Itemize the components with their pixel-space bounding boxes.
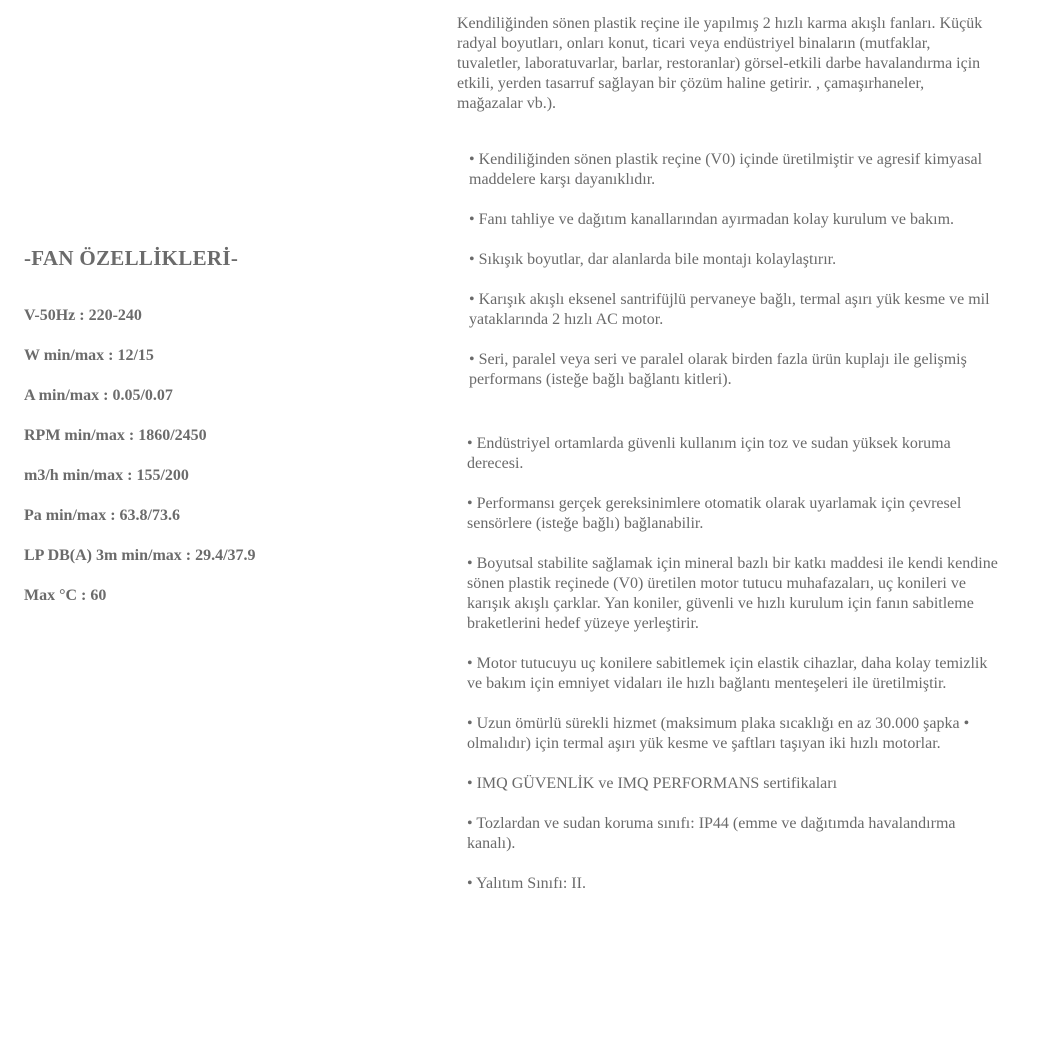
specs-panel [24, 244, 424, 626]
spec-max-temperature: Max °C : 60 [24, 587, 107, 604]
intro-paragraph: Kendiliğinden sönen plastik reçine ile yapılmış 2 hızlı karma akışlı fanları. Küçük radyal boyutları, onları konut, ticari veya endüstriyel binaların (mutfaklar, tuvaletler, laboratuvarlar, barlar, restoranlar) görsel-etkili darbe havalandırma için etkili, yerden tasarruf sağlayan bir çözüm haline getirir. , çamaşırhaneler, mağazalar vb.). [457, 15, 983, 112]
spec-sound-level: LP DB(A) 3m min/max : 29.4/37.9 [24, 547, 256, 564]
feature-list-primary [457, 150, 1002, 390]
feature-item: • Tozlardan ve sudan koruma sınıfı: IP44 (emme ve dağıtımda havalandırma kanalı). [467, 815, 956, 852]
feature-item: • Fanı tahliye ve dağıtım kanallarından ayırmadan kolay kurulum ve bakım. [469, 211, 955, 228]
spec-voltage: V-50Hz : 220-240 [24, 307, 142, 324]
feature-item: • Seri, paralel veya seri ve paralel olarak birden fazla ürün kuplajı ile gelişmiş performans (isteğe bağlı bağlantı kitleri). [469, 351, 967, 388]
feature-item: • Yalıtım Sınıfı: II. [467, 875, 586, 892]
feature-item: • Motor tutucuyu uç konilere sabitlemek için elastik cihazlar, daha kolay temizlik ve bakım için emniyet vidaları ile hızlı bağlantı menteşeleri ile üretilmiştir. [467, 655, 988, 692]
feature-item: • Performansı gerçek gereksinimlere otomatik olarak uyarlamak için çevresel sensörlere (isteğe bağlı) bağlanabilir. [467, 495, 962, 532]
spec-airflow: m3/h min/max : 155/200 [24, 467, 189, 484]
feature-item: • IMQ GÜVENLİK ve IMQ PERFORMANS sertifikaları [467, 775, 838, 792]
specs-list [24, 306, 424, 626]
spec-power: W min/max : 12/15 [24, 347, 154, 364]
spec-rpm: RPM min/max : 1860/2450 [24, 427, 207, 444]
feature-item: • Sıkışık boyutlar, dar alanlarda bile montajı kolaylaştırır. [469, 251, 837, 268]
feature-list-secondary [457, 434, 1002, 894]
feature-item: • Uzun ömürlü sürekli hizmet (maksimum plaka sıcaklığı en az 30.000 şapka • olmalıdır) için termal aşırı yük kesme ve şaftları taşıyan iki hızlı motorlar. [467, 715, 970, 752]
description-panel [457, 14, 1002, 914]
feature-item: • Endüstriyel ortamlarda güvenli kullanım için toz ve sudan yüksek koruma derecesi. [467, 435, 951, 472]
spec-pressure: Pa min/max : 63.8/73.6 [24, 507, 180, 524]
spec-current: A min/max : 0.05/0.07 [24, 387, 173, 404]
feature-item: • Karışık akışlı eksenel santrifüjlü pervaneye bağlı, termal aşırı yük kesme ve mil yataklarında 2 hızlı AC motor. [469, 291, 990, 328]
feature-item: • Boyutsal stabilite sağlamak için mineral bazlı bir katkı maddesi ile kendi kendine sönen plastik reçinede (V0) üretilen motor tutucu muhafazaları, uç konileri ve karışık akışlı çarklar. Yan koniler, güvenli ve hızlı kurulum için fanın sabitleme braketlerini hedef yüzeye yerleştirir. [467, 555, 998, 632]
feature-item: • Kendiliğinden sönen plastik reçine (V0) içinde üretilmiştir ve agresif kimyasal maddelere karşı dayanıklıdır. [469, 151, 983, 188]
specs-title: -FAN ÖZELLİKLERİ- [24, 246, 239, 270]
